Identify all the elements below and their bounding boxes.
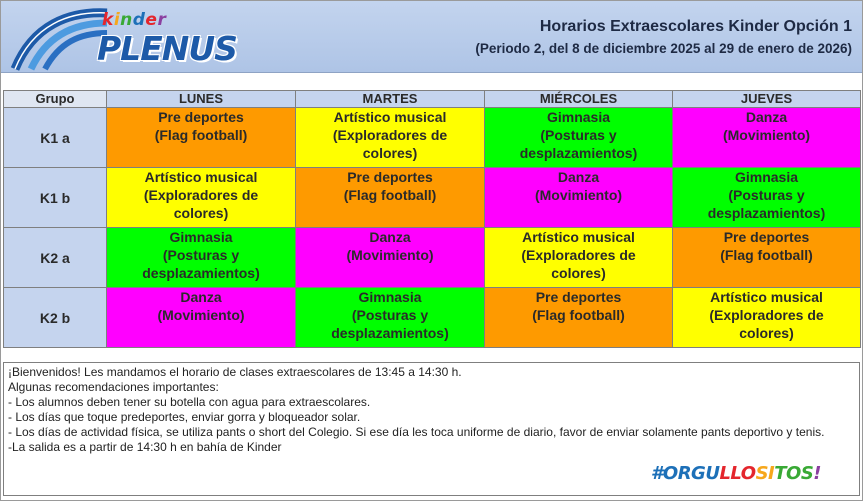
activity-line3: desplazamientos) <box>331 325 449 341</box>
table-row <box>4 108 861 168</box>
activity-line2: (Movimiento) <box>346 247 434 263</box>
activity-line2: (Exploradores de <box>709 307 824 323</box>
activity-line2: (Flag football) <box>720 247 813 263</box>
logo-plenus-text: PLENUS <box>97 29 237 68</box>
activity-line1: Artístico musical <box>144 169 258 185</box>
activity-line1: Danza <box>369 229 411 245</box>
activity-line1: Gimnasia <box>734 169 799 185</box>
activity-line3: desplazamientos) <box>142 265 260 281</box>
activity-cell <box>296 168 485 228</box>
activity-cell <box>485 288 673 348</box>
column-header-jueves: JUEVES <box>673 91 861 108</box>
notes-box <box>3 362 860 496</box>
activity-line3: colores) <box>173 205 229 221</box>
table-row <box>4 228 861 288</box>
activity-line1: Artístico musical <box>522 229 635 245</box>
page-title: Horarios Extraescolares Kinder Opción 1 <box>539 18 852 35</box>
group-cell: K1 b <box>4 168 107 228</box>
activity-line1: Danza <box>557 169 600 185</box>
activity-line1: Gimnasia <box>169 229 233 245</box>
activity-line1: Pre deportes <box>723 229 810 245</box>
activity-line1: Gimnasia <box>358 289 422 305</box>
page-subtitle: (Periodo 2, del 8 de diciembre 2025 al 29 de enero de 2026) <box>475 41 852 56</box>
activity-line2: (Exploradores de <box>143 187 259 203</box>
activity-cell <box>107 288 296 348</box>
activity-line2: (Flag football) <box>532 307 625 323</box>
activity-line1: Gimnasia <box>546 109 611 125</box>
activity-cell <box>485 228 673 288</box>
activity-cell <box>485 168 673 228</box>
activity-line2: (Posturas y <box>728 187 805 203</box>
activity-line2: (Posturas y <box>351 307 429 323</box>
activity-cell <box>296 228 485 288</box>
group-cell: K1 a <box>4 108 107 168</box>
note-line: - Los alumnos deben tener su botella con agua para extraescolares. <box>8 395 371 409</box>
note-line: - Los días que toque predeportes, enviar gorra y bloqueador solar. <box>8 410 361 424</box>
column-header-martes: MARTES <box>296 91 485 108</box>
activity-line1: Danza <box>745 109 788 125</box>
activity-line1: Artístico musical <box>333 109 447 125</box>
activity-line2: (Movimiento) <box>722 127 811 143</box>
activity-line3: colores) <box>739 325 794 341</box>
activity-cell <box>673 168 861 228</box>
activity-line3: desplazamientos) <box>707 205 826 221</box>
activity-line3: colores) <box>551 265 606 281</box>
note-line: - Los días de actividad física, se utiliza pants o short del Colegio. Si ese día les toca uniforme de diario, favor de enviar solamente pants deportivo y tenis. <box>8 425 825 439</box>
activity-line1: Danza <box>180 289 222 305</box>
activity-line1: Pre deportes <box>158 109 244 125</box>
table-row <box>4 168 861 228</box>
activity-cell <box>107 168 296 228</box>
group-cell: K2 b <box>4 288 107 348</box>
activity-cell <box>673 288 861 348</box>
column-header-miercoles: MIÉRCOLES <box>485 91 673 108</box>
group-cell: K2 a <box>4 228 107 288</box>
activity-line2: (Movimiento) <box>157 307 245 323</box>
rainbow-swoosh-icon <box>9 7 109 71</box>
activity-line3: desplazamientos) <box>519 145 638 161</box>
activity-line2: (Flag football) <box>343 187 437 203</box>
activity-line2: (Posturas y <box>540 127 617 143</box>
header-banner <box>1 1 862 73</box>
activity-line3: colores) <box>362 145 418 161</box>
activity-cell <box>107 108 296 168</box>
schedule-table <box>3 90 861 348</box>
activity-line2: (Flag football) <box>154 127 248 143</box>
activity-line2: (Movimiento) <box>534 187 623 203</box>
activity-line2: (Exploradores de <box>332 127 448 143</box>
activity-cell <box>673 228 861 288</box>
note-line: -La salida es a partir de 14:30 h en bahía de Kinder <box>8 440 282 454</box>
activity-cell <box>296 288 485 348</box>
activity-line1: Pre deportes <box>535 289 622 305</box>
activity-cell <box>485 108 673 168</box>
table-row <box>4 288 861 348</box>
note-line: Algunas recomendaciones importantes: <box>8 380 219 394</box>
logo-kinder-text: kinder <box>102 10 167 30</box>
table-header-row <box>4 91 861 108</box>
kinder-plenus-logo <box>9 7 241 71</box>
activity-line1: Artístico musical <box>710 289 823 305</box>
activity-cell <box>107 228 296 288</box>
activity-cell <box>673 108 861 168</box>
column-header-grupo: Grupo <box>4 91 107 108</box>
column-header-lunes: LUNES <box>107 91 296 108</box>
activity-line2: (Posturas y <box>162 247 240 263</box>
note-line: ¡Bienvenidos! Les mandamos el horario de clases extraescolares de 13:45 a 14:30 h. <box>8 365 462 379</box>
activity-line2: (Exploradores de <box>521 247 636 263</box>
activity-line1: Pre deportes <box>347 169 433 185</box>
activity-cell <box>296 108 485 168</box>
orgullositos-hashtag: #ORGULLOSITOS! <box>650 463 821 484</box>
